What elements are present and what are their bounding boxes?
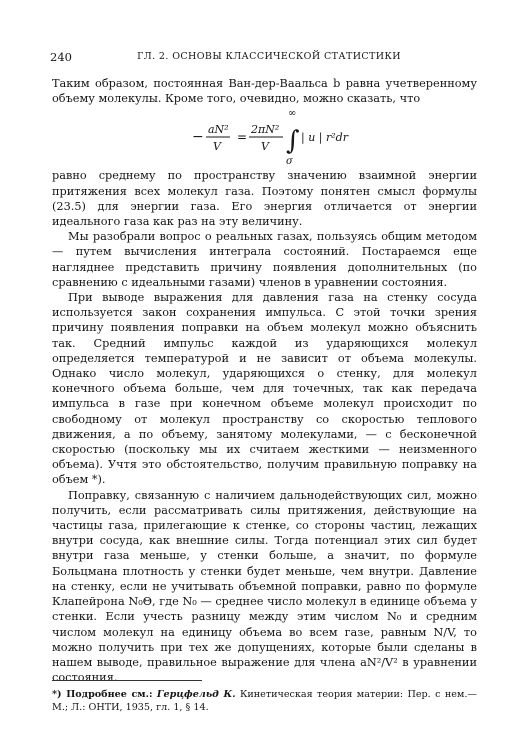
- formula-rhs-numerator: 2πN²: [251, 123, 280, 137]
- page-body: [52, 76, 477, 685]
- running-title: ГЛ. 2. ОСНОВЫ КЛАССИЧЕСКОЙ СТАТИСТИКИ: [137, 51, 401, 62]
- formula-lhs-denominator: V: [213, 140, 221, 154]
- footnote-title: Кинетическая теория материи: Пер. с нем.— М.; Л.: ОНТИ, 1935, гл. 1, § 14.: [52, 689, 477, 713]
- footnote-author: Герцфельд К.: [156, 689, 236, 700]
- footnote-lead: *) Подробнее см.:: [52, 689, 153, 700]
- formula-lower-limit: σ: [286, 156, 293, 168]
- paragraph-3: Мы разобрали вопрос о реальных газах, пользуясь общим методом — путем вычисления интеграла состояний. Постараемся еще нагляднее представить причину появления дополнительных (по сравнению с идеальными газами) членов в уравнении состояния.: [52, 230, 477, 289]
- integral-sign: ∫: [286, 126, 300, 157]
- page-number: 240: [50, 50, 72, 64]
- paragraph-2: равно среднему по пространству значению взаимной энергии притяжения всех молекул газа. Поэтому понятен смысл формулы (23.5) для энергии газа. Его энергия отличается от энергии идеального газа как раз на эту величину.: [52, 169, 477, 229]
- footnote-rule: [52, 680, 202, 681]
- paragraph-4: При выводе выражения для давления газа на стенку сосуда используется закон сохранения импульса. С этой точки зрения причину появления поправки на объем молекул можно объяснить так. Средний импульс каждой из ударяющихся молекул определяется температурой и не зависит от объема молекулы. Однако число молекул, ударяющихся о стенку, для молекул конечного объема больше, чем для точечных, так как передача импульса в газе при конечном объеме молекул происходит по свободному от молекул пространству со скоростью теплового движения, а по объему, занятому молекулами, — с бесконечной скоростью (поскольку мы их считаем жесткими — неизменного объема). Учтя это обстоятельство, получим правильную поправку на объем *).: [52, 291, 477, 487]
- formula-equals: =: [237, 130, 248, 145]
- formula-integrand: | u | r²dr: [301, 131, 348, 145]
- formula-block: [52, 106, 477, 168]
- paragraph-1: Таким образом, постоянная Ван-дер-Ваальса b равна учетверенному объему молекулы. Кроме того, очевидно, можно сказать, что: [52, 77, 477, 106]
- page-header: [50, 50, 488, 66]
- formula-upper-limit: ∞: [288, 108, 297, 120]
- formula-minus: −: [192, 129, 204, 146]
- formula-svg: [52, 106, 477, 168]
- paragraph-5: Поправку, связанную с наличием дальнодействующих сил, можно получить, если рассматривать силы притяжения, действующие на частицы газа, прилегающие к стенке, со стороны частиц, лежащих внутри сосуда, как внешние силы. Тогда потенциал этих сил будет внутри газа меньше, у стенки больше, а значит, по формуле Больцмана плотность у стенки будет меньше, чем внутри. Давление на стенку, если не учитывать объемной поправки, равно по формуле Клапейрона N₀Θ, где N₀ — среднее число молекул в единице объема у стенки. Если учесть разницу между этим числом N₀ и средним числом молекул на единицу объема во всем газе, равным N/V, то можно получить при тех же допущениях, которые были сделаны в нашем выводе, правильное выражение для члена aN²/V² в уравнении состояния.: [52, 488, 477, 685]
- formula-lhs-numerator: aN²: [208, 123, 229, 137]
- footnote: [52, 688, 477, 714]
- formula-rhs-denominator: V: [261, 140, 269, 154]
